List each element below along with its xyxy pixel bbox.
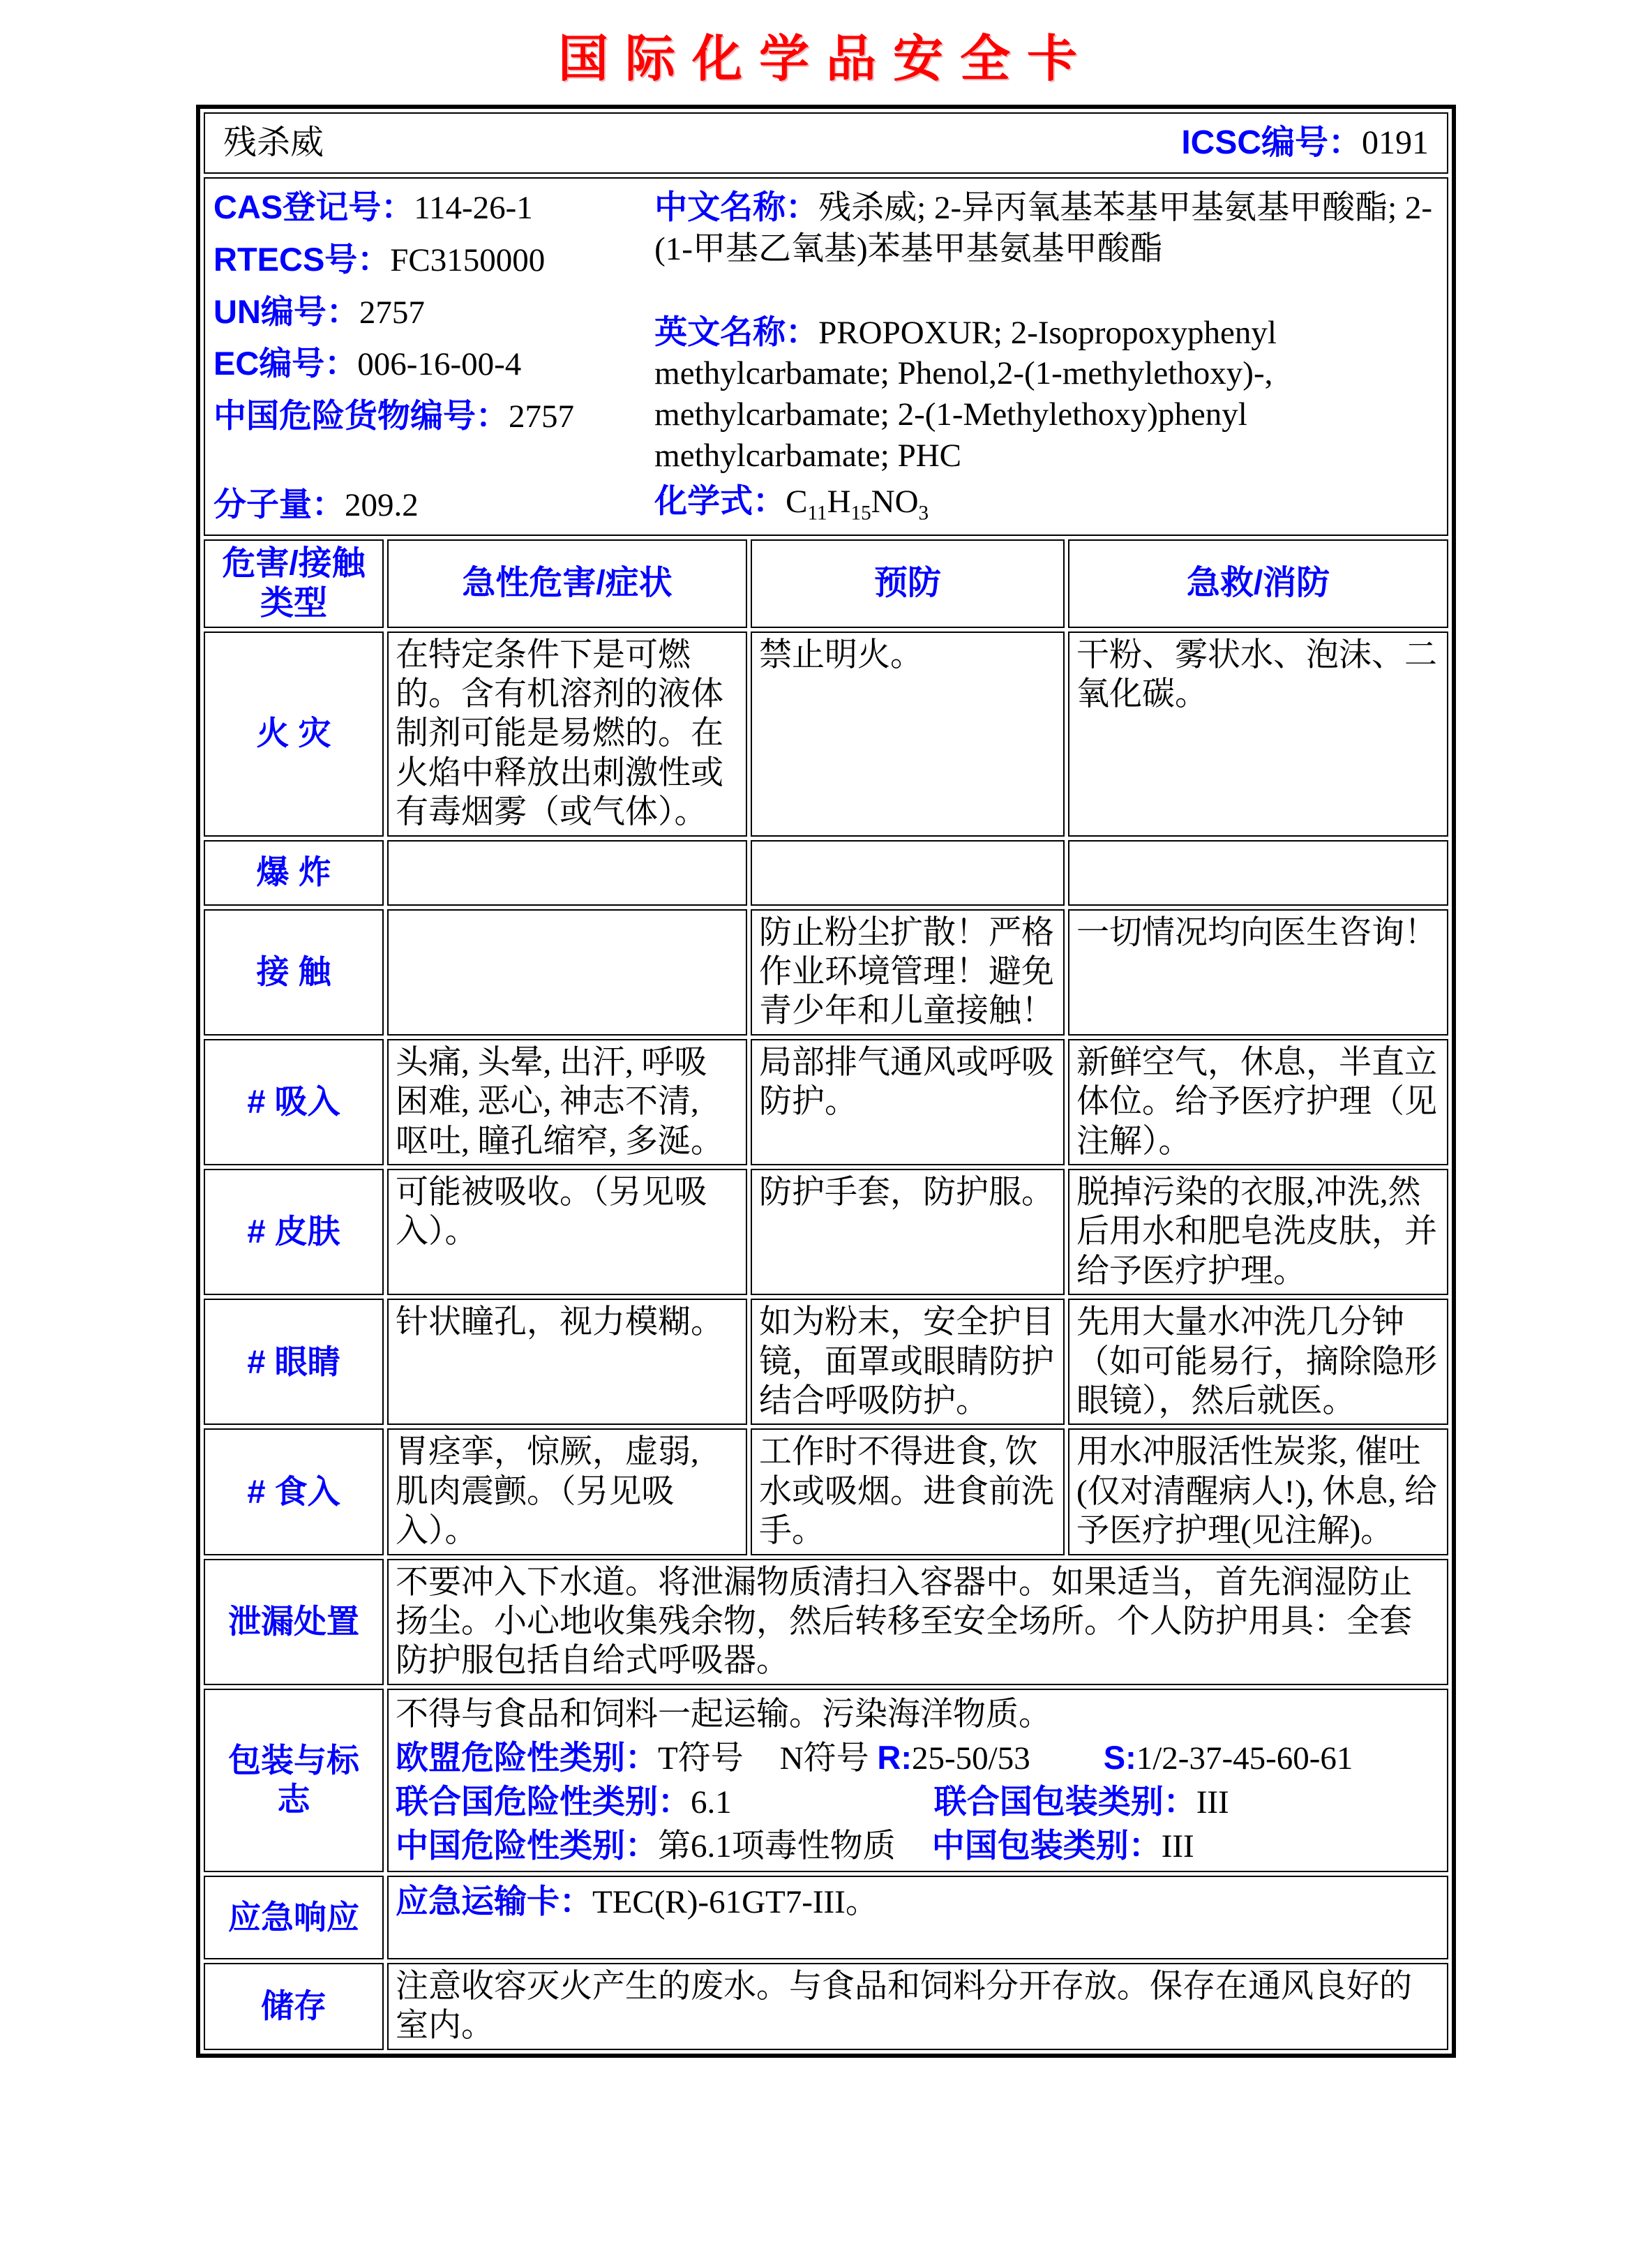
icsc-value: 0191 bbox=[1362, 124, 1429, 162]
chemical-formula bbox=[654, 481, 1439, 523]
col-header-prevention: 预防 bbox=[751, 539, 1065, 628]
identifier-list bbox=[213, 187, 654, 526]
names-block bbox=[654, 187, 1439, 526]
chemical-name: 残杀威 bbox=[223, 124, 324, 162]
exposure-symptoms-cell bbox=[387, 909, 747, 1036]
name-row-cell bbox=[204, 112, 1448, 174]
hazard-row-ingestion bbox=[204, 1428, 1448, 1555]
row-label-ingestion: # 食入 bbox=[204, 1428, 384, 1555]
identifier-un: UN编号：2757 bbox=[213, 292, 425, 331]
row-label-skin: # 皮肤 bbox=[204, 1169, 384, 1295]
skin-firstaid-cell: 脱掉污染的衣服,冲洗,然后用水和肥皂洗皮肤，并给予医疗护理。 bbox=[1068, 1169, 1448, 1295]
chinese-name-label: 中文名称： bbox=[654, 188, 819, 225]
exposure-prevention-cell: 防止粉尘扩散！严格作业环境管理！避免青少年和儿童接触！ bbox=[751, 909, 1065, 1036]
section-row-emergency bbox=[204, 1876, 1448, 1959]
identifier-rtecs: RTECS号：FC3150000 bbox=[213, 240, 546, 278]
emergency-transport-card: 应急运输卡：TEC(R)-61GT7-III。 bbox=[396, 1882, 878, 1920]
row-label-fire: 火 灾 bbox=[204, 632, 384, 837]
row-label-exposure: 接 触 bbox=[204, 909, 384, 1036]
row-label-storage: 储存 bbox=[204, 1963, 384, 2050]
ingestion-symptoms-cell: 胃痉挛，惊厥，虚弱, 肌肉震颤。（另见吸入）。 bbox=[387, 1428, 747, 1555]
identifier-china-dg: 中国危险货物编号：2757 bbox=[213, 397, 574, 435]
chinese-name bbox=[654, 187, 1439, 270]
row-label-spill: 泄漏处置 bbox=[204, 1559, 384, 1685]
info-row bbox=[204, 177, 1448, 536]
inhalation-firstaid-cell: 新鲜空气，休息，半直立体位。给予医疗护理（见注解）。 bbox=[1068, 1039, 1448, 1165]
hazard-header-row bbox=[204, 539, 1448, 628]
english-name bbox=[654, 312, 1439, 477]
page-title: 国际化学品安全卡 bbox=[557, 31, 1094, 87]
row-label-inhalation: # 吸入 bbox=[204, 1039, 384, 1165]
packaging-un-class: 联合国危险性类别：6.1 联合国包装类别：III bbox=[396, 1782, 1229, 1821]
fire-prevention-cell: 禁止明火。 bbox=[751, 632, 1065, 837]
row-label-emergency: 应急响应 bbox=[204, 1876, 384, 1959]
hazard-row-explosion bbox=[204, 840, 1448, 906]
fire-symptoms-cell: 在特定条件下是可燃的。含有机溶剂的液体制剂可能是易燃的。在火焰中释放出刺激性或有毒烟雾（或气体）。 bbox=[387, 632, 747, 837]
packaging-eu-class: 欧盟危险性类别：T符号 N符号 R:25-50/53 S:1/2-37-45-60-61 bbox=[396, 1738, 1353, 1777]
section-row-packaging bbox=[204, 1689, 1448, 1872]
formula-value: $C_{11}H_{15}NO_3$ bbox=[786, 483, 929, 524]
eyes-prevention-cell: 如为粉末，安全护目镜，面罩或眼睛防护结合呼吸防护。 bbox=[751, 1299, 1065, 1425]
icsc-label: ICSC编号： bbox=[1181, 124, 1362, 162]
row-label-eyes: # 眼睛 bbox=[204, 1299, 384, 1425]
hazard-row-exposure bbox=[204, 909, 1448, 1036]
ingestion-prevention-cell: 工作时不得进食, 饮水或吸烟。进食前洗手。 bbox=[751, 1428, 1065, 1555]
inhalation-symptoms-cell: 头痛, 头晕, 出汗, 呼吸困难, 恶心, 神志不清, 呕吐, 瞳孔缩窄, 多涎。 bbox=[387, 1039, 747, 1165]
chinese-name-value: 残杀威; 2-异丙氧基苯基甲基氨基甲酸酯; 2-(1-甲基乙氧基)苯基甲基氨基甲酸酯 bbox=[654, 190, 1433, 267]
identifier-ec: EC编号：006-16-00-4 bbox=[213, 345, 522, 383]
emergency-content-cell bbox=[387, 1876, 1448, 1959]
formula-label: 化学式： bbox=[654, 481, 786, 519]
eyes-symptoms-cell: 针状瞳孔，视力模糊。 bbox=[387, 1299, 747, 1425]
packaging-china-class: 中国危险性类别：第6.1项毒性物质 中国包装类别：III bbox=[396, 1826, 1194, 1864]
explosion-prevention-cell bbox=[751, 840, 1065, 906]
section-row-storage bbox=[204, 1963, 1448, 2050]
fire-firstaid-cell: 干粉、雾状水、泡沫、二氧化碳。 bbox=[1068, 632, 1448, 837]
english-name-label: 英文名称： bbox=[654, 313, 819, 350]
explosion-firstaid-cell bbox=[1068, 840, 1448, 906]
hazard-row-inhalation bbox=[204, 1039, 1448, 1165]
hazard-row-eyes bbox=[204, 1299, 1448, 1425]
storage-content-cell: 注意收容灭火产生的废水。与食品和饲料分开存放。保存在通风良好的室内。 bbox=[387, 1963, 1448, 2050]
inhalation-prevention-cell: 局部排气通风或呼吸防护。 bbox=[751, 1039, 1065, 1165]
exposure-firstaid-cell: 一切情况均向医生咨询！ bbox=[1068, 909, 1448, 1036]
english-name-value: PROPOXUR; 2-Isopropoxyphenyl methylcarbamate; Phenol,2-(1-methylethoxy)-, methylcarbamate; 2-(1-Methylethoxy)phenyl methylcarbamate; PHC bbox=[654, 314, 1277, 474]
eyes-firstaid-cell: 先用大量水冲洗几分钟（如可能易行，摘除隐形眼镜），然后就医。 bbox=[1068, 1299, 1448, 1425]
spill-content-cell: 不要冲入下水道。将泄漏物质清扫入容器中。如果适当，首先润湿防止扬尘。小心地收集残余物，然后转移至安全场所。个人防护用具：全套防护服包括自给式呼吸器。 bbox=[387, 1559, 1448, 1685]
packaging-content-cell bbox=[387, 1689, 1448, 1872]
hazard-row-skin bbox=[204, 1169, 1448, 1295]
row-label-packaging: 包装与标志 bbox=[204, 1689, 384, 1872]
safety-card bbox=[196, 105, 1456, 2058]
col-header-symptoms: 急性危害/症状 bbox=[387, 539, 747, 628]
packaging-transport-note: 不得与食品和饲料一起运输。污染海洋物质。 bbox=[396, 1696, 1051, 1733]
identifier-cas: CAS登记号：114-26-1 bbox=[213, 188, 533, 226]
ingestion-firstaid-cell: 用水冲服活性炭浆, 催吐(仅对清醒病人!), 休息, 给予医疗护理(见注解)。 bbox=[1068, 1428, 1448, 1555]
icsc-number-block bbox=[1181, 123, 1429, 163]
col-header-type: 危害/接触类型 bbox=[204, 539, 384, 628]
hazard-row-fire bbox=[204, 632, 1448, 837]
identifier-molweight: 分子量：209.2 bbox=[213, 485, 419, 523]
section-row-spill bbox=[204, 1559, 1448, 1685]
name-row bbox=[204, 112, 1448, 174]
info-row-cell bbox=[204, 177, 1448, 536]
skin-symptoms-cell: 可能被吸收。（另见吸入）。 bbox=[387, 1169, 747, 1295]
col-header-firstaid: 急救/消防 bbox=[1068, 539, 1448, 628]
explosion-symptoms-cell bbox=[387, 840, 747, 906]
skin-prevention-cell: 防护手套，防护服。 bbox=[751, 1169, 1065, 1295]
row-label-explosion: 爆 炸 bbox=[204, 840, 384, 906]
